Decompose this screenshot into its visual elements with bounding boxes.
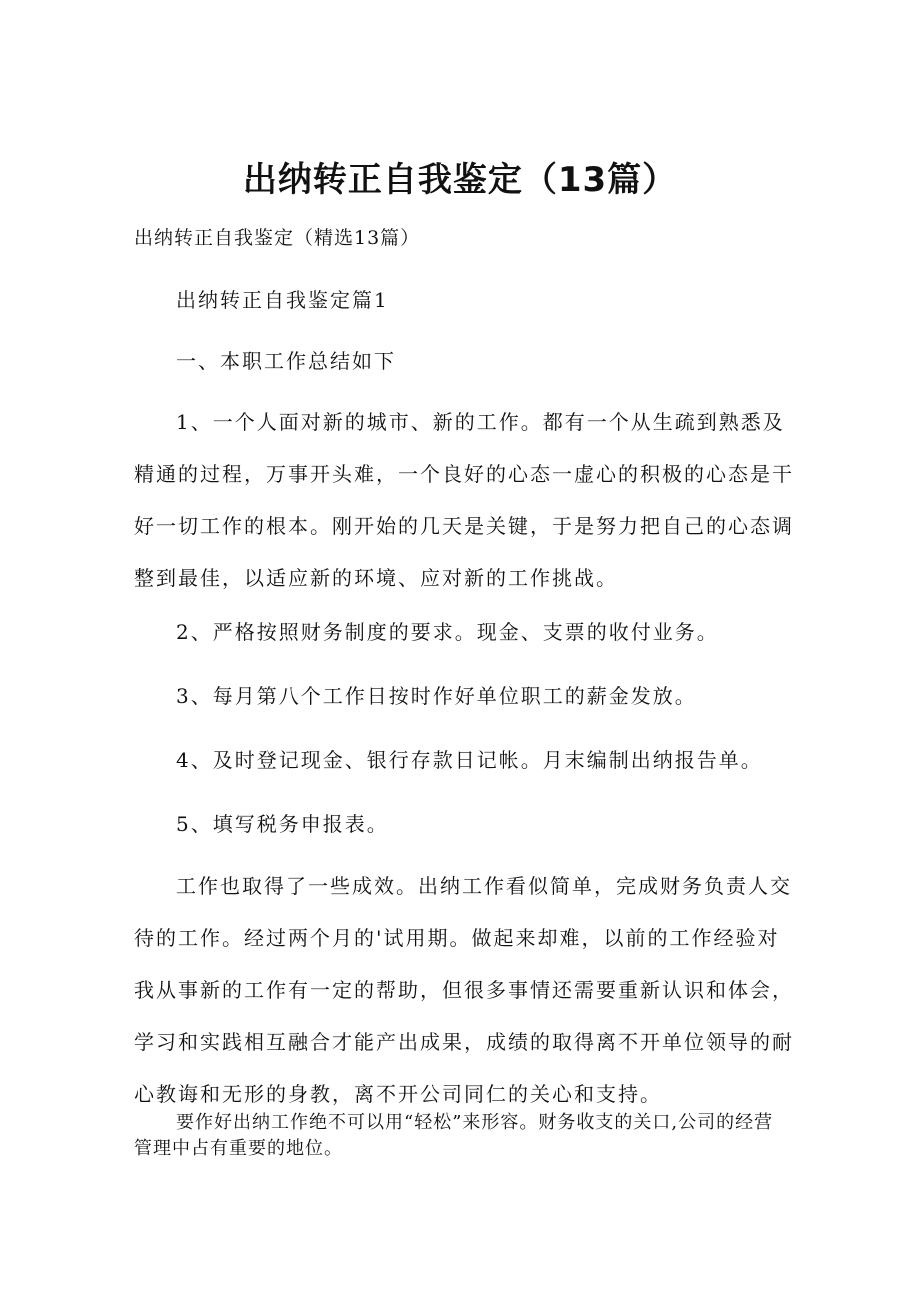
document-subtitle: 出纳转正自我鉴定（精选13篇） [134, 227, 421, 249]
paragraph-5: 5、填写税务申报表。 [176, 812, 389, 836]
paragraph-2: 2、严格按照财务制度的要求。现金、支票的收付业务。 [176, 620, 719, 644]
paragraph-6: 工作也取得了一些成效。出纳工作看似简单，完成财务负责人交待的工作。经过两个月的'试用期。做起来却难，以前的工作经验对我从事新的工作有一定的帮助，但很多事情还需要重新认识和体会，学习和实践相互融合才能产出成果，成绩的取得离不开单位领导的耐心教诲和无形的身教，离不开公司同仁的关心和支持。 [134, 874, 794, 1106]
paragraph-7: 要作好出纳工作绝不可以用“轻松”来形容。财务收支的关口,公司的经营管理中占有重要的地位。 [134, 1112, 774, 1159]
section-heading: 出纳转正自我鉴定篇1 [176, 288, 389, 312]
part-heading: 一、本职工作总结如下 [176, 349, 396, 373]
document-title: 出纳转正自我鉴定（13篇） [242, 160, 678, 200]
paragraph-4: 4、及时登记现金、银行存款日记帐。月末编制出纳报告单。 [176, 748, 763, 772]
paragraph-3: 3、每月第八个工作日按时作好单位职工的薪金发放。 [176, 684, 697, 708]
paragraph-1: 1、一个人面对新的城市、新的工作。都有一个从生疏到熟悉及精通的过程，万事开头难，一个良好的心态一虚心的积极的心态是干好一切工作的根本。刚开始的几天是关键，于是努力把自己的心态调整到最佳，以适应新的环境、应对新的工作挑战。 [134, 410, 794, 590]
